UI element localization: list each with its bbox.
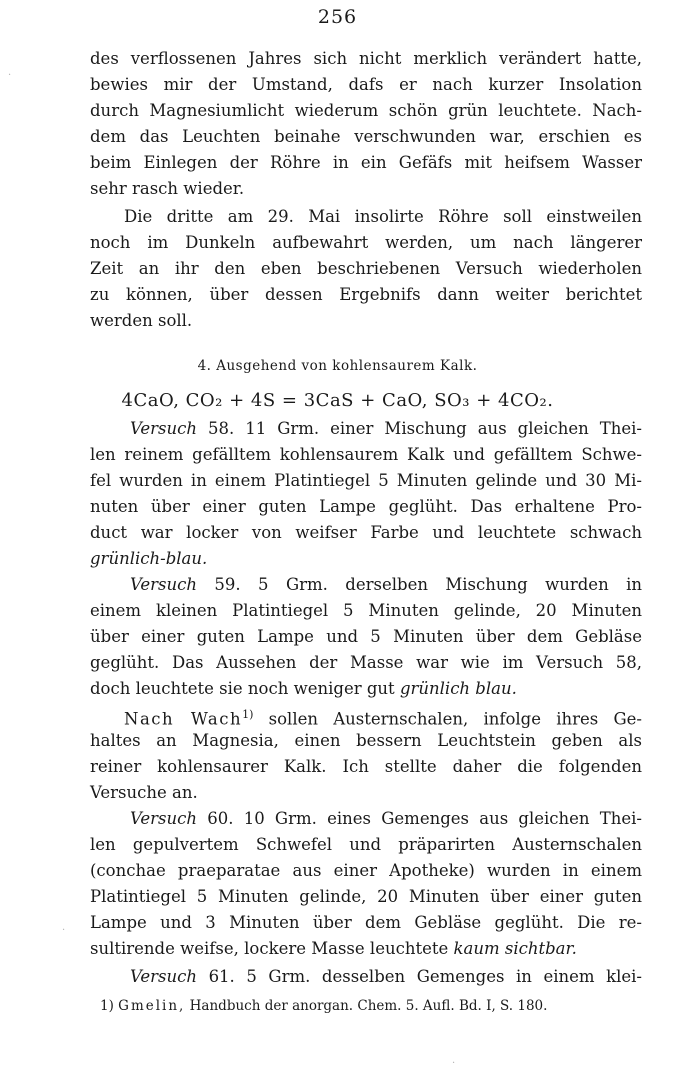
text-line: Versuche an.	[90, 783, 198, 802]
versuch-label: Versuch	[130, 809, 198, 828]
versuch-60-first-line	[130, 806, 642, 832]
text-line: fel wurden in einem Platintiegel 5 Minuten gelinde und 30 Mi-	[90, 471, 642, 490]
text-line: len gepulvertem Schwefel und präparirten Austernschalen	[90, 835, 642, 854]
text-line: Zeit an ihr den eben beschriebenen Versuch wiederholen	[90, 259, 642, 278]
footnote-text: Handbuch der anorgan. Chem. 5. Aufl. Bd. I, S. 180.	[189, 998, 548, 1014]
text-segment: doch leuchtete sie noch weniger gut	[90, 679, 395, 698]
versuch-label: Versuch	[130, 419, 198, 438]
text-line: durch Magnesiumlicht wiederum schön grün leuchtete. Nach-	[90, 101, 642, 120]
text-segment: sultirende weifse, lockere Masse leuchtete	[90, 939, 449, 958]
versuch-text: 59. 5 Grm. derselben Mischung wurden in	[214, 575, 642, 594]
visibility-description: kaum sichtbar.	[453, 939, 577, 958]
colour-description: grünlich-blau.	[90, 549, 208, 568]
text-line: bewies mir der Umstand, dafs er nach kurzer Insolation	[90, 75, 642, 94]
text-line	[90, 676, 642, 702]
scan-speck: ·	[452, 1058, 456, 1069]
footnote-author: Gmelin,	[118, 998, 186, 1014]
text-line: über einer guten Lampe und 5 Minuten über dem Gebläse	[90, 627, 642, 646]
text-segment: Nach Wach	[124, 709, 243, 729]
versuch-text: 61. 5 Grm. desselben Gemenges in einem klei-	[208, 967, 642, 986]
text-line: beim Einlegen der Röhre in ein Gefäfs mit heifsem Wasser	[90, 153, 642, 172]
text-line: geglüht. Das Aussehen der Masse war wie im Versuch 58,	[90, 653, 642, 672]
text-line: zu können, über dessen Ergebnifs dann weiter berichtet	[90, 285, 642, 304]
text-line: dem das Leuchten beinahe verschwunden war, erschien es	[90, 127, 642, 146]
versuch-text: 60. 10 Grm. eines Gemenges aus gleichen Thei-	[207, 809, 642, 828]
text-line: noch im Dunkeln aufbewahrt werden, um nach längerer	[90, 233, 642, 252]
versuch-61-first-line	[130, 964, 642, 990]
versuch-58-first-line	[130, 416, 642, 442]
versuch-59-first-line	[130, 572, 642, 598]
page-number: 256	[317, 6, 358, 28]
text-line: haltes an Magnesia, einen bessern Leuchtstein geben als	[90, 731, 642, 750]
text-line: einem kleinen Platintiegel 5 Minuten gelinde, 20 Minuten	[90, 601, 642, 620]
text-line: sehr rasch wieder.	[90, 179, 245, 198]
text-segment: sollen Austernschalen, infolge ihres Ge-	[268, 709, 642, 729]
text-line: nuten über einer guten Lampe geglüht. Das erhaltene Pro-	[90, 497, 642, 516]
footnote-reference: 1)	[242, 708, 254, 721]
scan-speck: ·	[8, 70, 12, 81]
text-line: reiner kohlensaurer Kalk. Ich stellte daher die folgenden	[90, 757, 642, 776]
text-line: len reinem gefälltem kohlensaurem Kalk und gefälltem Schwe-	[90, 445, 642, 464]
text-line: (conchae praeparatae aus einer Apotheke) wurden in einem	[90, 861, 642, 880]
text-line	[90, 546, 642, 572]
text-line: Platintiegel 5 Minuten gelinde, 20 Minuten über einer guten	[90, 887, 642, 906]
text-line	[90, 936, 642, 962]
text-line: werden soll.	[90, 311, 193, 330]
text-line: Lampe und 3 Minuten über dem Gebläse geglüht. Die re-	[90, 913, 642, 932]
versuch-label: Versuch	[130, 575, 198, 594]
footnote-mark: 1)	[100, 998, 114, 1014]
text-line: Die dritte am 29. Mai insolirte Röhre soll einstweilen	[124, 207, 642, 226]
text-line: des verflossenen Jahres sich nicht merklich verändert hatte,	[90, 49, 642, 68]
versuch-label: Versuch	[130, 967, 198, 986]
footnote	[100, 998, 640, 1014]
versuch-text: 58. 11 Grm. einer Mischung aus gleichen Thei-	[208, 419, 642, 438]
chemical-equation: 4CaO, CO₂ + 4S = 3CaS + CaO, SO₃ + 4CO₂.	[121, 390, 554, 411]
colour-description: grünlich blau.	[399, 679, 517, 698]
scan-speck: ·	[62, 925, 66, 936]
section-heading: 4. Ausgehend von kohlensaurem Kalk.	[197, 358, 478, 374]
wach-first-line	[124, 702, 642, 728]
text-line: duct war locker von weifser Farbe und leuchtete schwach	[90, 523, 642, 542]
